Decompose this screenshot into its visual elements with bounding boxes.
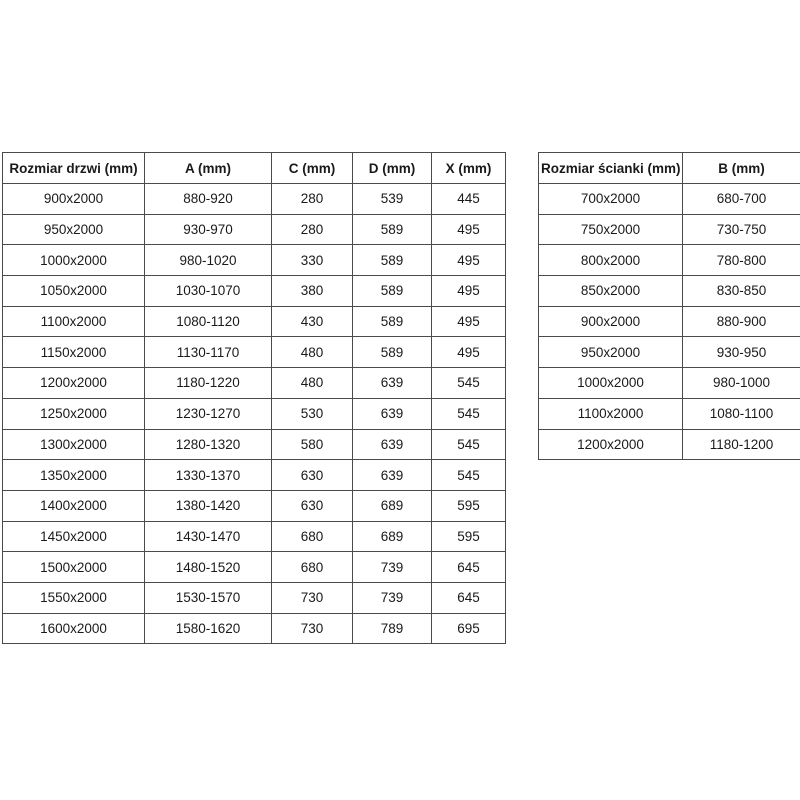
table-cell: 1150x2000 xyxy=(3,337,145,368)
table-row xyxy=(3,582,506,613)
table-cell: 645 xyxy=(432,582,506,613)
table-row xyxy=(3,214,506,245)
table-cell: 639 xyxy=(353,429,432,460)
column-header: B (mm) xyxy=(683,153,800,184)
column-header: A (mm) xyxy=(145,153,272,184)
table-cell: 1180-1220 xyxy=(145,368,272,399)
table-cell: 830-850 xyxy=(683,276,800,307)
table-cell: 1000x2000 xyxy=(539,368,683,399)
table-row xyxy=(539,214,800,245)
table-row xyxy=(3,552,506,583)
table-cell: 595 xyxy=(432,490,506,521)
table-cell: 700x2000 xyxy=(539,184,683,215)
table-cell: 1600x2000 xyxy=(3,613,145,644)
table-cell: 1180-1200 xyxy=(683,429,800,460)
wall-sizes-table xyxy=(538,152,800,460)
table-cell: 730-750 xyxy=(683,214,800,245)
table-cell: 630 xyxy=(272,460,353,491)
table-cell: 595 xyxy=(432,521,506,552)
table-row xyxy=(3,613,506,644)
table-cell: 589 xyxy=(353,276,432,307)
table-row xyxy=(3,306,506,337)
table-cell: 1500x2000 xyxy=(3,552,145,583)
table-row xyxy=(3,184,506,215)
table-cell: 589 xyxy=(353,337,432,368)
table-row xyxy=(539,184,800,215)
column-header: Rozmiar drzwi (mm) xyxy=(3,153,145,184)
table-cell: 689 xyxy=(353,490,432,521)
table-cell: 750x2000 xyxy=(539,214,683,245)
table-cell: 739 xyxy=(353,582,432,613)
table-row xyxy=(3,337,506,368)
table-cell: 1080-1100 xyxy=(683,398,800,429)
table-row xyxy=(539,398,800,429)
table-cell: 495 xyxy=(432,276,506,307)
table-cell: 789 xyxy=(353,613,432,644)
table-cell: 1480-1520 xyxy=(145,552,272,583)
table-cell: 495 xyxy=(432,245,506,276)
table-cell: 739 xyxy=(353,552,432,583)
table-cell: 589 xyxy=(353,214,432,245)
table-cell: 689 xyxy=(353,521,432,552)
table-cell: 639 xyxy=(353,368,432,399)
table-cell: 1450x2000 xyxy=(3,521,145,552)
table-cell: 580 xyxy=(272,429,353,460)
table-cell: 980-1020 xyxy=(145,245,272,276)
table-cell: 1300x2000 xyxy=(3,429,145,460)
table-row xyxy=(3,245,506,276)
table-cell: 480 xyxy=(272,368,353,399)
table-cell: 680-700 xyxy=(683,184,800,215)
column-header: X (mm) xyxy=(432,153,506,184)
column-header: Rozmiar ścianki (mm) xyxy=(539,153,683,184)
table-cell: 1100x2000 xyxy=(3,306,145,337)
table-cell: 680 xyxy=(272,521,353,552)
table-cell: 589 xyxy=(353,245,432,276)
table-cell: 880-900 xyxy=(683,306,800,337)
table-cell: 630 xyxy=(272,490,353,521)
door-sizes-table xyxy=(2,152,506,644)
table-row xyxy=(539,368,800,399)
table-row xyxy=(3,398,506,429)
table-cell: 1350x2000 xyxy=(3,460,145,491)
table-cell: 589 xyxy=(353,306,432,337)
table-cell: 900x2000 xyxy=(539,306,683,337)
table-cell: 539 xyxy=(353,184,432,215)
table-cell: 1130-1170 xyxy=(145,337,272,368)
table-cell: 1250x2000 xyxy=(3,398,145,429)
table-cell: 900x2000 xyxy=(3,184,145,215)
table-cell: 1380-1420 xyxy=(145,490,272,521)
table-cell: 1230-1270 xyxy=(145,398,272,429)
table-cell: 980-1000 xyxy=(683,368,800,399)
table-cell: 545 xyxy=(432,429,506,460)
table-cell: 495 xyxy=(432,337,506,368)
table-cell: 730 xyxy=(272,613,353,644)
table-cell: 495 xyxy=(432,306,506,337)
column-header: D (mm) xyxy=(353,153,432,184)
table-cell: 1330-1370 xyxy=(145,460,272,491)
table-cell: 1000x2000 xyxy=(3,245,145,276)
table-cell: 280 xyxy=(272,184,353,215)
table-cell: 545 xyxy=(432,460,506,491)
table-cell: 1050x2000 xyxy=(3,276,145,307)
table-cell: 280 xyxy=(272,214,353,245)
table-cell: 645 xyxy=(432,552,506,583)
table-row xyxy=(3,276,506,307)
table-cell: 1400x2000 xyxy=(3,490,145,521)
table-row xyxy=(3,429,506,460)
table-cell: 639 xyxy=(353,460,432,491)
table-cell: 445 xyxy=(432,184,506,215)
table-cell: 850x2000 xyxy=(539,276,683,307)
table-row xyxy=(539,337,800,368)
table-row xyxy=(3,521,506,552)
table-row xyxy=(539,306,800,337)
table-cell: 495 xyxy=(432,214,506,245)
table-cell: 780-800 xyxy=(683,245,800,276)
table-cell: 930-970 xyxy=(145,214,272,245)
table-cell: 1100x2000 xyxy=(539,398,683,429)
table-cell: 1580-1620 xyxy=(145,613,272,644)
table-cell: 1280-1320 xyxy=(145,429,272,460)
table-cell: 545 xyxy=(432,398,506,429)
table-cell: 1080-1120 xyxy=(145,306,272,337)
column-header: C (mm) xyxy=(272,153,353,184)
table-cell: 800x2000 xyxy=(539,245,683,276)
table-cell: 930-950 xyxy=(683,337,800,368)
table-cell: 1200x2000 xyxy=(3,368,145,399)
table-cell: 1550x2000 xyxy=(3,582,145,613)
table-cell: 730 xyxy=(272,582,353,613)
table-row xyxy=(3,460,506,491)
table-cell: 545 xyxy=(432,368,506,399)
table-cell: 1200x2000 xyxy=(539,429,683,460)
table-row xyxy=(3,490,506,521)
table-cell: 950x2000 xyxy=(539,337,683,368)
table-row xyxy=(539,276,800,307)
header-row xyxy=(3,153,506,184)
table-cell: 639 xyxy=(353,398,432,429)
table-row xyxy=(539,245,800,276)
table-cell: 1430-1470 xyxy=(145,521,272,552)
table-cell: 680 xyxy=(272,552,353,583)
table-cell: 880-920 xyxy=(145,184,272,215)
table-cell: 330 xyxy=(272,245,353,276)
table-cell: 695 xyxy=(432,613,506,644)
table-cell: 530 xyxy=(272,398,353,429)
header-row xyxy=(539,153,800,184)
table-cell: 950x2000 xyxy=(3,214,145,245)
table-row xyxy=(539,429,800,460)
table-cell: 1030-1070 xyxy=(145,276,272,307)
table-cell: 380 xyxy=(272,276,353,307)
table-cell: 480 xyxy=(272,337,353,368)
table-cell: 430 xyxy=(272,306,353,337)
table-cell: 1530-1570 xyxy=(145,582,272,613)
table-row xyxy=(3,368,506,399)
